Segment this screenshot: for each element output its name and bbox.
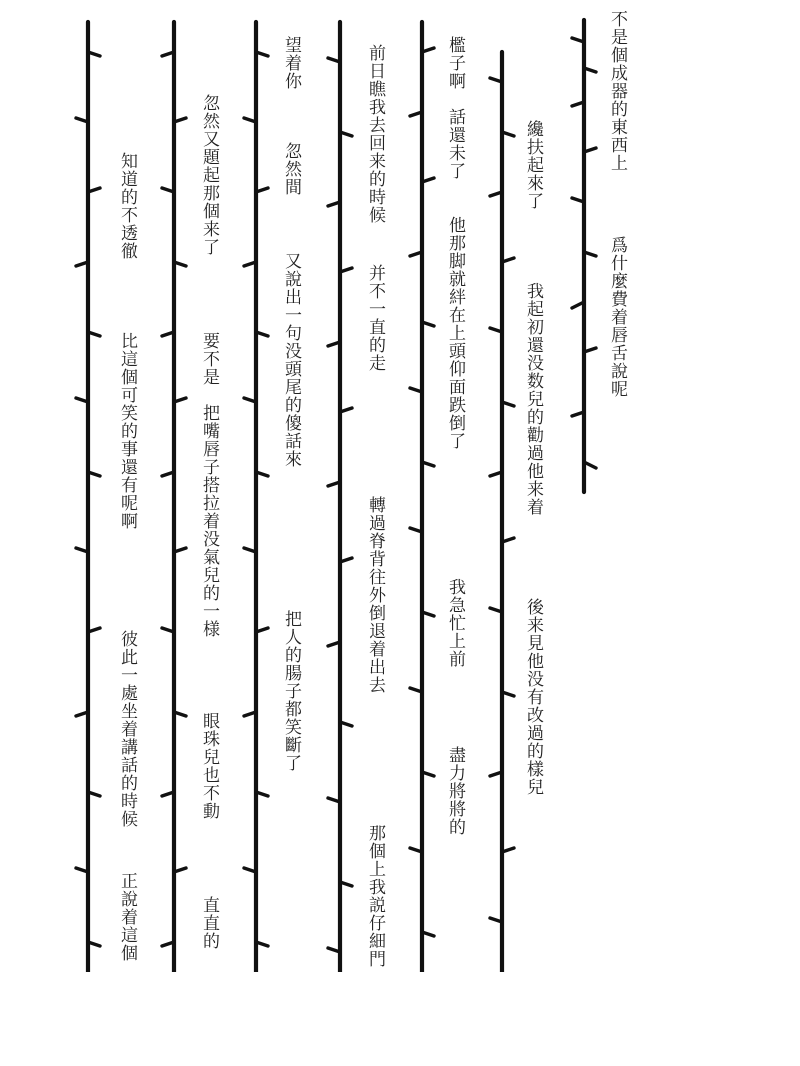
chinese-gloss: 直直的 <box>199 896 219 950</box>
chinese-gloss: 檻子啊 話還未了 <box>445 36 465 180</box>
chinese-gloss: 我急忙上前 <box>445 578 465 668</box>
chinese-gloss: 前日瞧我去回来的時候 <box>365 44 385 224</box>
chinese-gloss: 忽然又題起那個来了 <box>199 94 219 256</box>
manchu-column-1 <box>566 12 602 972</box>
chinese-gloss: 後来見他没有改過的樣兒 <box>523 598 543 796</box>
chinese-gloss: 我起初還没数兒的勸過他来着 <box>523 282 543 516</box>
chinese-gloss: 不是個成器的東西上 <box>607 10 627 172</box>
chinese-gloss: 彼此一處坐着講話的時候 <box>117 630 137 828</box>
chinese-gloss: 他那脚就絆在上頭仰面跌倒了 <box>445 216 465 450</box>
chinese-gloss: 又說出一句没頭尾的傻話來 <box>281 252 301 468</box>
manchu-column-5 <box>238 12 274 972</box>
chinese-gloss: 把人的腸子都笑斷了 <box>281 610 301 772</box>
chinese-gloss: 那個上我説仔細門 <box>365 824 385 968</box>
chinese-gloss: 比這個可笑的事還有呢啊 <box>117 332 137 530</box>
chinese-gloss: 要不是 把嘴唇子搭拉着没氣兒的一様 <box>199 332 219 638</box>
chinese-gloss: 轉過脊背往外倒退着出去 <box>365 496 385 694</box>
chinese-gloss: 忽然間 <box>281 142 301 196</box>
chinese-gloss: 并不一直的走 <box>365 264 385 372</box>
manchu-column-4 <box>322 12 358 972</box>
manchu-script <box>322 12 358 972</box>
manchu-script <box>156 12 192 972</box>
manchu-script <box>70 12 106 972</box>
manchu-script <box>566 12 602 972</box>
chinese-gloss: 纔扶起來了 <box>523 120 543 210</box>
manchu-script <box>484 12 520 972</box>
manchu-column-7 <box>70 12 106 972</box>
chinese-gloss: 知道的不透徹 <box>117 152 137 260</box>
chinese-gloss: 爲什麼費着唇舌說呢 <box>607 236 627 398</box>
chinese-gloss: 眼珠兒也不動 <box>199 712 219 820</box>
manchu-column-2 <box>484 12 520 972</box>
manchu-script <box>238 12 274 972</box>
manchu-column-3 <box>404 12 440 972</box>
chinese-gloss: 望着你 <box>281 36 301 90</box>
chinese-gloss: 正說着這個 <box>117 872 137 962</box>
manchu-script <box>404 12 440 972</box>
chinese-gloss: 盡力將將的 <box>445 746 465 836</box>
manchu-column-6 <box>156 12 192 972</box>
